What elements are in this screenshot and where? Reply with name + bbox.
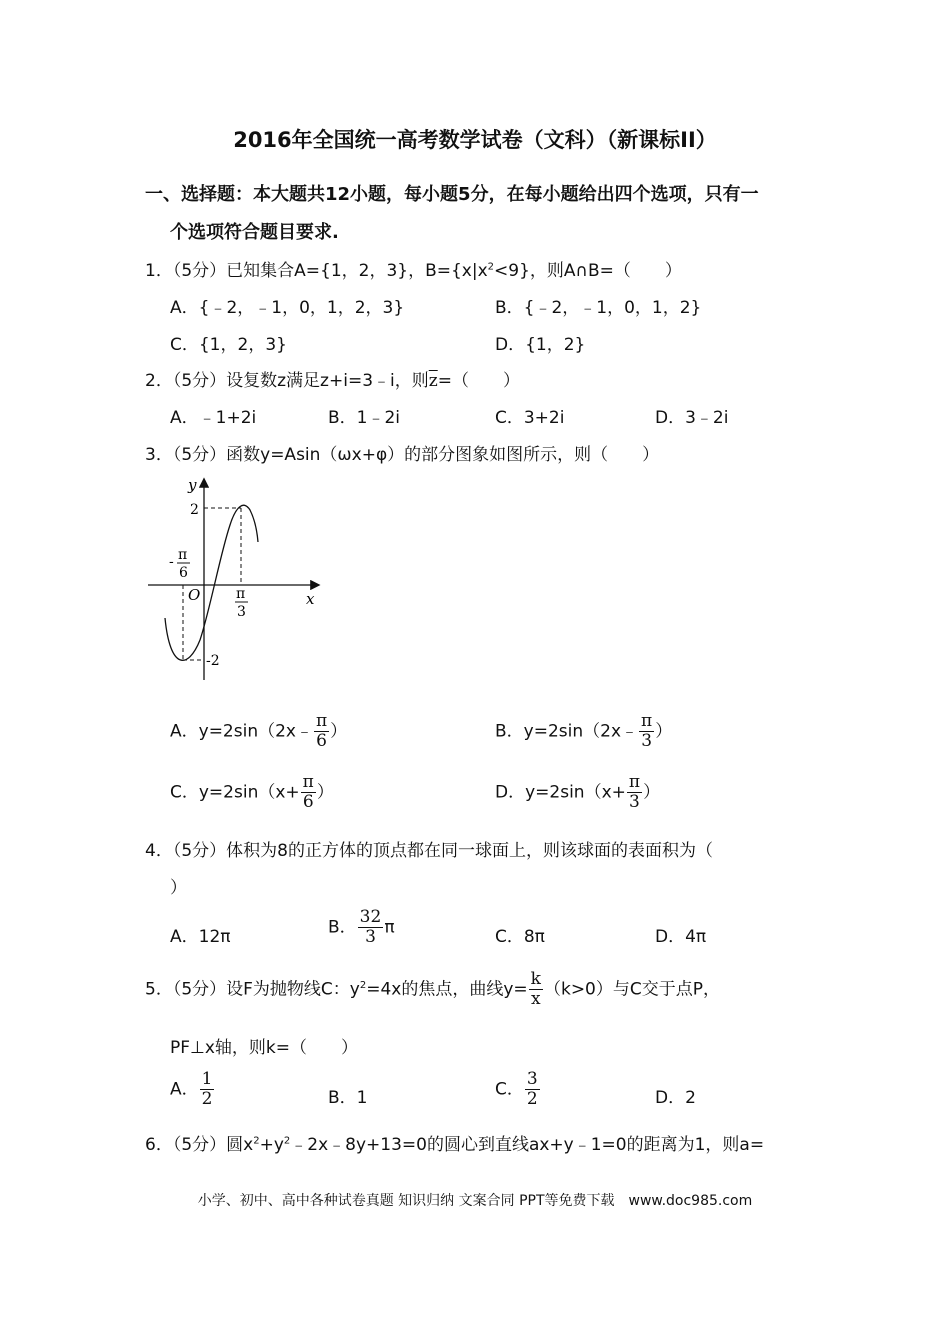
q5-option-c[interactable]: C． $\frac{3}{2}$ (495, 1069, 538, 1109)
neg-frac-num: π (178, 547, 188, 563)
q3-option-d[interactable]: D．y=2sin（x+ $\frac{\pi}{3}$ ） (495, 772, 661, 812)
neg-frac-sign: - (169, 554, 174, 570)
page-title: 2016年全国统一高考数学试卷（文科）（新课标II） (233, 128, 717, 152)
q3-option-c[interactable]: C．y=2sin（x+ $\frac{\pi}{6}$ ） (170, 772, 334, 812)
question-6-stem: 6．（5分）圆$x^2+y^2﹣2x﹣8y+13=0$的圆心到直线ax+y﹣1=0的距离为1，则a= (145, 1135, 765, 1155)
q3-option-b[interactable]: B．y=2sin（2x﹣ $\frac{\pi}{3}$ ） (495, 711, 673, 751)
question-5-stem-line2: PF⊥x轴，则k=（ ） (170, 1038, 358, 1058)
q4-option-a[interactable]: A．12π (170, 927, 231, 947)
question-4-stem-line1: 4．（5分）体积为8的正方体的顶点都在同一球面上，则该球面的表面积为（ (145, 841, 713, 861)
neg-frac-den: 6 (179, 565, 188, 581)
question-2-stem: 2．（5分）设复数z满足z+i=3﹣i，则$\overline{z}=$（ ） (145, 371, 520, 391)
q5-option-b[interactable]: B．1 (328, 1088, 368, 1108)
q1-option-c[interactable]: C．{1，2，3} (170, 335, 287, 355)
q1-option-d[interactable]: D．{1，2} (495, 335, 586, 355)
q4-option-c[interactable]: C．8π (495, 927, 545, 947)
sine-graph (140, 470, 330, 688)
x-axis-label: x (306, 590, 315, 608)
q3-option-a[interactable]: A．y=2sin（2x﹣ $\frac{\pi}{6}$ ） (170, 711, 348, 751)
pos-frac-num: π (236, 586, 246, 602)
q1-option-a[interactable]: A．{﹣2，﹣1，0，1，2，3} (170, 298, 405, 318)
q1-option-b[interactable]: B．{﹣2，﹣1，0，1，2} (495, 298, 702, 318)
y-max-label: 2 (190, 502, 199, 518)
question-3-stem: 3．（5分）函数y=Asin（ωx+φ）的部分图象如图所示，则（ ） (145, 445, 660, 465)
q5-option-d[interactable]: D．2 (655, 1088, 696, 1108)
question-4-stem-line2: ） (170, 878, 187, 898)
q2-option-a[interactable]: A．﹣1+2i (170, 408, 257, 428)
question-1-stem: 1．（5分）已知集合A={1，2，3}，$B=\{x|x^2<9\}$，则A∩B=（ ） (145, 261, 682, 281)
q2-option-c[interactable]: C．3+2i (495, 408, 565, 428)
y-axis-label: y (188, 476, 197, 494)
q4-option-b[interactable]: B． $\frac{32}{3}$ π (328, 907, 395, 947)
page-footer: 小学、初中、高中各种试卷真题 知识归纳 文案合同 PPT等免费下载 www.doc985.com (197, 1193, 753, 1209)
q4-option-d[interactable]: D．4π (655, 927, 707, 947)
question-5-stem-line1: 5．（5分）设F为抛物线C：$y^2=4x$的焦点，曲线y= $\frac{k}{x}$ （k>0）与C交于点P， (145, 969, 720, 1009)
section-heading-line1: 一、选择题：本大题共12小题，每小题5分，在每小题给出四个选项，只有一 (145, 184, 759, 205)
pos-frac-den: 3 (237, 604, 246, 620)
q2-option-d[interactable]: D．3﹣2i (655, 408, 729, 428)
sine-curve (165, 505, 258, 660)
y-min-label: -2 (206, 653, 220, 669)
section-heading-line2: 个选项符合题目要求. (170, 222, 339, 243)
q2-option-b[interactable]: B．1﹣2i (328, 408, 401, 428)
origin-label: O (188, 586, 201, 604)
q5-option-a[interactable]: A． $\frac{1}{2}$ (170, 1069, 213, 1109)
